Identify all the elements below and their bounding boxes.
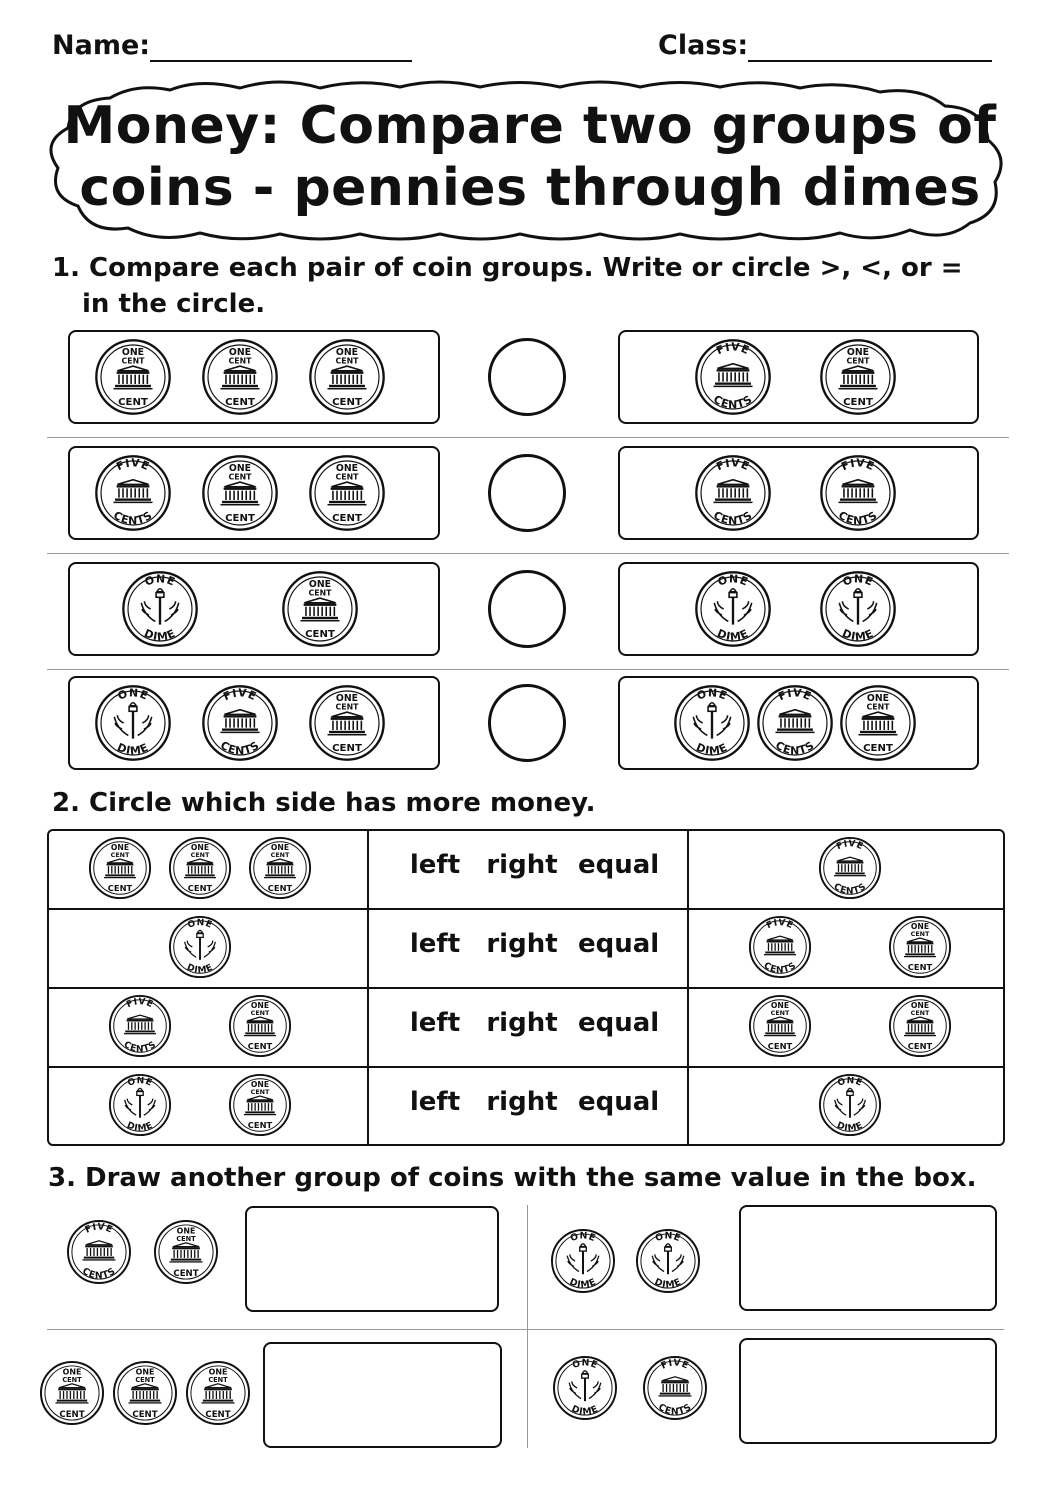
choice-equal[interactable]: equal bbox=[578, 1008, 660, 1038]
penny-coin-icon bbox=[228, 1073, 292, 1137]
nickel-coin-icon bbox=[66, 1219, 132, 1285]
svg-text:CENT: CENT bbox=[907, 962, 933, 973]
section2-row-divider bbox=[47, 987, 1005, 989]
penny-coin-icon bbox=[748, 994, 812, 1058]
svg-text:ONE: ONE bbox=[335, 463, 358, 475]
svg-text:CENT: CENT bbox=[331, 743, 362, 755]
penny-coin-icon bbox=[308, 338, 386, 416]
svg-text:ONE: ONE bbox=[143, 572, 178, 589]
svg-text:CENTS: CENTS bbox=[121, 1039, 159, 1055]
class-label: Class: bbox=[658, 30, 749, 61]
svg-text:ONE: ONE bbox=[335, 347, 358, 359]
svg-text:ONE: ONE bbox=[126, 1076, 154, 1089]
section1-instruction-line1: 1. Compare each pair of coin groups. Write or circle >, <, or = bbox=[52, 253, 963, 283]
row-divider bbox=[47, 553, 1009, 554]
dime-coin-icon bbox=[121, 570, 199, 648]
nickel-coin-icon bbox=[819, 454, 897, 532]
svg-text:DIME: DIME bbox=[652, 1276, 683, 1291]
svg-text:FIVE: FIVE bbox=[838, 456, 877, 474]
choice-right[interactable]: right bbox=[486, 929, 558, 959]
penny-coin-icon bbox=[94, 338, 172, 416]
dime-coin-icon bbox=[673, 684, 751, 762]
svg-text:ONE: ONE bbox=[62, 1367, 82, 1377]
svg-text:CENTS: CENTS bbox=[831, 881, 869, 897]
penny-coin-icon bbox=[819, 338, 897, 416]
svg-text:CENT: CENT bbox=[247, 1120, 273, 1131]
svg-text:ONE: ONE bbox=[570, 1357, 600, 1372]
svg-text:ONE: ONE bbox=[122, 347, 145, 359]
svg-text:ONE: ONE bbox=[116, 686, 151, 703]
svg-text:CENT: CENT bbox=[305, 629, 335, 641]
svg-text:ONE: ONE bbox=[186, 918, 214, 931]
svg-text:CENTS: CENTS bbox=[710, 508, 755, 528]
penny-coin-icon bbox=[248, 836, 312, 900]
row-divider bbox=[47, 669, 1009, 670]
draw-answer-box[interactable] bbox=[739, 1205, 997, 1311]
svg-text:DIME: DIME bbox=[693, 740, 730, 758]
svg-text:CENT: CENT bbox=[59, 1409, 85, 1420]
svg-text:CENT: CENT bbox=[107, 883, 133, 894]
svg-text:ONE: ONE bbox=[250, 1080, 270, 1090]
svg-text:ONE: ONE bbox=[250, 1001, 270, 1011]
penny-coin-icon bbox=[281, 570, 359, 648]
choice-equal[interactable]: equal bbox=[578, 1087, 660, 1117]
svg-text:ONE: ONE bbox=[208, 1367, 228, 1377]
svg-text:CENT: CENT bbox=[846, 356, 869, 366]
svg-text:DIME: DIME bbox=[714, 626, 751, 644]
svg-text:ONE: ONE bbox=[190, 843, 210, 853]
svg-text:CENT: CENT bbox=[190, 851, 210, 860]
choice-left[interactable]: left bbox=[409, 1087, 461, 1117]
dime-coin-icon bbox=[550, 1228, 616, 1294]
svg-text:FIVE: FIVE bbox=[114, 456, 153, 474]
nickel-coin-icon bbox=[818, 836, 882, 900]
svg-text:CENT: CENT bbox=[228, 356, 252, 366]
right-coin-group-box bbox=[618, 330, 979, 424]
choice-left[interactable]: left bbox=[409, 1008, 461, 1038]
svg-text:ONE: ONE bbox=[840, 572, 875, 589]
svg-text:FIVE: FIVE bbox=[713, 340, 752, 358]
svg-text:CENT: CENT bbox=[331, 513, 362, 525]
name-label: Name: bbox=[52, 30, 151, 61]
nickel-coin-icon bbox=[108, 994, 172, 1058]
nickel-coin-icon bbox=[748, 915, 812, 979]
dime-coin-icon bbox=[94, 684, 172, 762]
penny-coin-icon bbox=[228, 994, 292, 1058]
penny-coin-icon bbox=[39, 1360, 105, 1426]
svg-text:ONE: ONE bbox=[228, 347, 252, 359]
svg-text:DIME: DIME bbox=[125, 1120, 155, 1134]
section2-row-divider bbox=[47, 908, 1005, 910]
comparison-answer-circle[interactable] bbox=[488, 338, 566, 416]
section3-vertical-divider bbox=[527, 1205, 528, 1448]
draw-answer-box[interactable] bbox=[245, 1206, 499, 1312]
nickel-coin-icon bbox=[94, 454, 172, 532]
svg-text:CENT: CENT bbox=[208, 1375, 229, 1384]
svg-text:ONE: ONE bbox=[228, 463, 252, 475]
svg-text:FIVE: FIVE bbox=[776, 686, 814, 704]
svg-text:CENTS: CENTS bbox=[710, 392, 755, 412]
svg-text:DIME: DIME bbox=[142, 626, 178, 644]
svg-text:CENT: CENT bbox=[176, 1234, 196, 1243]
penny-coin-icon bbox=[201, 338, 279, 416]
svg-text:DIME: DIME bbox=[567, 1276, 598, 1291]
svg-text:CENT: CENT bbox=[250, 1009, 270, 1018]
dime-coin-icon bbox=[552, 1355, 618, 1421]
right-coin-group-box bbox=[618, 562, 979, 656]
penny-coin-icon bbox=[168, 836, 232, 900]
svg-text:ONE: ONE bbox=[910, 1001, 930, 1011]
title-line-2: coins - pennies through dimes bbox=[79, 158, 981, 218]
nickel-coin-icon bbox=[694, 338, 772, 416]
svg-text:CENT: CENT bbox=[61, 1375, 82, 1384]
svg-text:CENT: CENT bbox=[335, 356, 359, 366]
svg-text:ONE: ONE bbox=[653, 1230, 682, 1245]
choice-right[interactable]: right bbox=[486, 1087, 558, 1117]
svg-text:CENTS: CENTS bbox=[773, 738, 817, 758]
svg-text:CENT: CENT bbox=[250, 1088, 270, 1097]
svg-text:DIME: DIME bbox=[185, 962, 215, 976]
dime-coin-icon bbox=[818, 1073, 882, 1137]
choice-left[interactable]: left bbox=[409, 929, 461, 959]
comparison-answer-circle[interactable] bbox=[488, 684, 566, 762]
choice-equal[interactable]: equal bbox=[578, 850, 660, 880]
svg-text:CENT: CENT bbox=[225, 513, 255, 525]
svg-text:CENTS: CENTS bbox=[218, 738, 262, 758]
choice-right[interactable]: right bbox=[486, 850, 558, 880]
svg-text:ONE: ONE bbox=[135, 1367, 155, 1377]
section2-row-divider bbox=[47, 1066, 1005, 1068]
section3-horizontal-divider bbox=[47, 1329, 1004, 1330]
svg-text:CENT: CENT bbox=[308, 588, 332, 598]
svg-text:CENT: CENT bbox=[767, 1041, 793, 1052]
title-line-1: Money: Compare two groups of bbox=[63, 96, 997, 156]
svg-text:CENT: CENT bbox=[173, 1268, 199, 1279]
svg-text:CENT: CENT bbox=[225, 397, 255, 409]
choice-right[interactable]: right bbox=[486, 1008, 558, 1038]
svg-text:ONE: ONE bbox=[308, 579, 332, 591]
draw-answer-box[interactable] bbox=[739, 1338, 997, 1444]
svg-text:CENT: CENT bbox=[842, 397, 873, 409]
svg-text:CENT: CENT bbox=[187, 883, 213, 894]
nickel-coin-icon bbox=[756, 684, 834, 762]
penny-coin-icon bbox=[88, 836, 152, 900]
svg-text:CENT: CENT bbox=[118, 397, 149, 409]
penny-coin-icon bbox=[185, 1360, 251, 1426]
svg-text:DIME: DIME bbox=[835, 1120, 865, 1134]
class-field-line[interactable] bbox=[748, 60, 992, 62]
comparison-answer-circle[interactable] bbox=[488, 454, 566, 532]
svg-text:CENT: CENT bbox=[866, 702, 890, 712]
svg-text:FIVE: FIVE bbox=[221, 686, 259, 704]
svg-text:FIVE: FIVE bbox=[659, 1357, 691, 1372]
svg-text:CENT: CENT bbox=[110, 851, 130, 860]
svg-text:CENT: CENT bbox=[910, 1009, 930, 1018]
penny-coin-icon bbox=[153, 1219, 219, 1285]
right-coin-group-box bbox=[618, 446, 979, 540]
svg-text:CENT: CENT bbox=[247, 1041, 273, 1052]
svg-text:DIME: DIME bbox=[115, 740, 152, 758]
section1-instruction-line2: in the circle. bbox=[82, 289, 266, 319]
dime-coin-icon bbox=[168, 915, 232, 979]
svg-text:ONE: ONE bbox=[846, 347, 869, 359]
svg-text:FIVE: FIVE bbox=[125, 997, 155, 1011]
penny-coin-icon bbox=[308, 454, 386, 532]
svg-text:ONE: ONE bbox=[270, 843, 290, 853]
svg-text:CENT: CENT bbox=[205, 1409, 231, 1420]
dime-coin-icon bbox=[694, 570, 772, 648]
svg-text:CENT: CENT bbox=[770, 1009, 790, 1018]
choice-equal[interactable]: equal bbox=[578, 929, 660, 959]
penny-coin-icon bbox=[839, 684, 917, 762]
svg-text:CENT: CENT bbox=[135, 1375, 155, 1384]
svg-text:DIME: DIME bbox=[569, 1403, 601, 1418]
svg-text:CENT: CENT bbox=[121, 356, 145, 366]
penny-coin-icon bbox=[308, 684, 386, 762]
svg-text:CENTS: CENTS bbox=[835, 508, 880, 528]
choice-left[interactable]: left bbox=[409, 850, 461, 880]
section2-instruction: 2. Circle which side has more money. bbox=[52, 788, 596, 818]
svg-text:CENT: CENT bbox=[331, 397, 362, 409]
svg-text:FIVE: FIVE bbox=[83, 1221, 115, 1236]
svg-text:ONE: ONE bbox=[694, 686, 729, 703]
svg-text:CENT: CENT bbox=[132, 1409, 158, 1420]
name-field-line[interactable] bbox=[150, 60, 412, 62]
svg-text:ONE: ONE bbox=[867, 693, 890, 705]
svg-text:ONE: ONE bbox=[715, 572, 750, 589]
svg-text:CENT: CENT bbox=[270, 851, 290, 860]
dime-coin-icon bbox=[108, 1073, 172, 1137]
dime-coin-icon bbox=[819, 570, 897, 648]
penny-coin-icon bbox=[888, 915, 952, 979]
svg-text:CENT: CENT bbox=[267, 883, 293, 894]
svg-text:ONE: ONE bbox=[836, 1076, 864, 1089]
svg-text:CENT: CENT bbox=[228, 472, 252, 482]
penny-coin-icon bbox=[112, 1360, 178, 1426]
dime-coin-icon bbox=[635, 1228, 701, 1294]
svg-text:ONE: ONE bbox=[770, 1001, 790, 1011]
svg-text:ONE: ONE bbox=[910, 922, 930, 932]
svg-text:ONE: ONE bbox=[568, 1230, 597, 1245]
svg-text:CENTS: CENTS bbox=[761, 960, 799, 976]
svg-text:ONE: ONE bbox=[335, 693, 358, 705]
svg-text:CENTS: CENTS bbox=[79, 1265, 118, 1282]
svg-text:ONE: ONE bbox=[110, 843, 130, 853]
page-title bbox=[60, 95, 1000, 219]
nickel-coin-icon bbox=[642, 1355, 708, 1421]
svg-text:CENTS: CENTS bbox=[656, 1401, 694, 1418]
penny-coin-icon bbox=[201, 454, 279, 532]
section1-instruction bbox=[52, 250, 963, 322]
svg-text:ONE: ONE bbox=[176, 1226, 196, 1236]
svg-text:FIVE: FIVE bbox=[835, 839, 865, 853]
svg-text:DIME: DIME bbox=[839, 626, 876, 644]
svg-text:FIVE: FIVE bbox=[713, 456, 752, 474]
comparison-answer-circle[interactable] bbox=[488, 570, 566, 648]
svg-text:CENTS: CENTS bbox=[111, 508, 156, 528]
svg-text:CENT: CENT bbox=[335, 702, 359, 712]
draw-answer-box[interactable] bbox=[263, 1342, 502, 1448]
svg-text:CENT: CENT bbox=[910, 930, 930, 939]
svg-text:FIVE: FIVE bbox=[765, 918, 795, 932]
nickel-coin-icon bbox=[201, 684, 279, 762]
nickel-coin-icon bbox=[694, 454, 772, 532]
svg-text:CENT: CENT bbox=[335, 472, 359, 482]
svg-text:CENT: CENT bbox=[863, 743, 894, 755]
svg-text:CENT: CENT bbox=[907, 1041, 933, 1052]
row-divider bbox=[47, 437, 1009, 438]
penny-coin-icon bbox=[888, 994, 952, 1058]
section3-instruction: 3. Draw another group of coins with the same value in the box. bbox=[48, 1163, 977, 1193]
